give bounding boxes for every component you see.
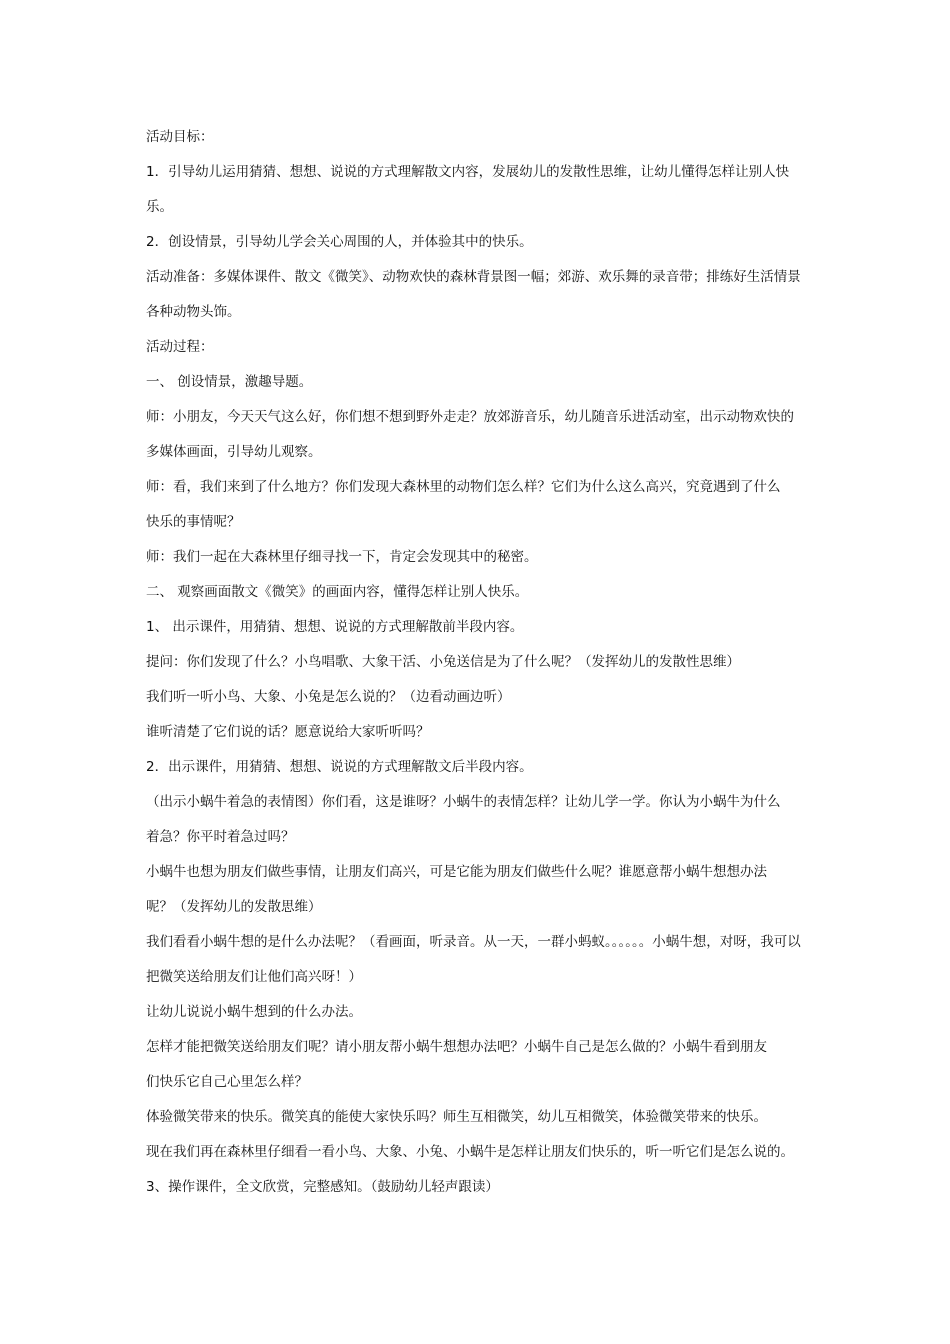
- text-line: 3、操作课件，全文欣赏，完整感知。（鼓励幼儿轻声跟读）: [146, 1179, 499, 1195]
- text-line: 把微笑送给朋友们让他们高兴呀！）: [146, 969, 362, 985]
- text-line: （出示小蜗牛着急的表情图）你们看，这是谁呀？小蜗牛的表情怎样？让幼儿学一学。你认为小蜗牛为什么: [146, 794, 781, 810]
- text-line: 体验微笑带来的快乐。微笑真的能使大家快乐吗？师生互相微笑，幼儿互相微笑，体验微笑带来的快乐。: [146, 1109, 767, 1125]
- text-line: 2．出示课件，用猜猜、想想、说说的方式理解散文后半段内容。: [146, 759, 533, 775]
- text-line: 多媒体画面，引导幼儿观察。: [146, 444, 322, 460]
- text-line: 让幼儿说说小蜗牛想到的什么办法。: [146, 1004, 362, 1020]
- text-line: 快乐的事情呢？: [146, 514, 241, 530]
- text-line: 们快乐它自己心里怎么样？: [146, 1074, 308, 1090]
- text-line: 着急？你平时着急过吗？: [146, 829, 295, 845]
- text-line: 1．引导幼儿运用猜猜、想想、说说的方式理解散文内容，发展幼儿的发散性思维，让幼儿懂得怎样让别人快: [146, 164, 790, 180]
- text-line: 师：看，我们来到了什么地方？你们发现大森林里的动物们怎么样？它们为什么这么高兴，究竟遇到了什么: [146, 479, 781, 495]
- text-line: 活动准备：多媒体课件、散文《微笑》、动物欢快的森林背景图一幅；郊游、欢乐舞的录音带；排练好生活情景: [146, 269, 801, 285]
- text-line: 谁听清楚了它们说的话？愿意说给大家听听吗？: [146, 724, 430, 740]
- text-line: 我们看看小蜗牛想的是什么办法呢？（看画面，听录音。从一天，一群小蚂蚁。。。。。。小蜗牛想，对呀，我可以: [146, 934, 801, 950]
- text-line: 乐。: [146, 199, 173, 215]
- text-line: 一、 创设情景，激趣导题。: [146, 374, 313, 390]
- text-line: 我们听一听小鸟、大象、小兔是怎么说的？（边看动画边听）: [146, 689, 511, 705]
- text-line: 师：小朋友，今天天气这么好，你们想不想到野外走走？放郊游音乐，幼儿随音乐进活动室，出示动物欢快的: [146, 409, 794, 425]
- text-line: 活动目标：: [146, 129, 214, 145]
- text-line: 现在我们再在森林里仔细看一看小鸟、大象、小兔、小蜗牛是怎样让朋友们快乐的，听一听它们是怎么说的。: [146, 1144, 794, 1160]
- text-line: 活动过程：: [146, 339, 214, 355]
- text-line: 师：我们一起在大森林里仔细寻找一下，肯定会发现其中的秘密。: [146, 549, 538, 565]
- text-line: 小蜗牛也想为朋友们做些事情，让朋友们高兴，可是它能为朋友们做些什么呢？谁愿意帮小蜗牛想想办法: [146, 864, 767, 880]
- text-line: 怎样才能把微笑送给朋友们呢？请小朋友帮小蜗牛想想办法吧？小蜗牛自己是怎么做的？小蜗牛看到朋友: [146, 1039, 767, 1055]
- text-line: 1、 出示课件，用猜猜、想想、说说的方式理解散前半段内容。: [146, 619, 524, 635]
- text-line: 各种动物头饰。: [146, 304, 241, 320]
- document-body: [146, 126, 846, 1211]
- text-line: 呢？（发挥幼儿的发散思维）: [146, 899, 322, 915]
- text-line: 提问：你们发现了什么？小鸟唱歌、大象干活、小兔送信是为了什么呢？（发挥幼儿的发散性思维）: [146, 654, 740, 670]
- text-line: 二、 观察画面散文《微笑》的画面内容，懂得怎样让别人快乐。: [146, 584, 529, 600]
- text-line: 2．创设情景，引导幼儿学会关心周围的人，并体验其中的快乐。: [146, 234, 533, 250]
